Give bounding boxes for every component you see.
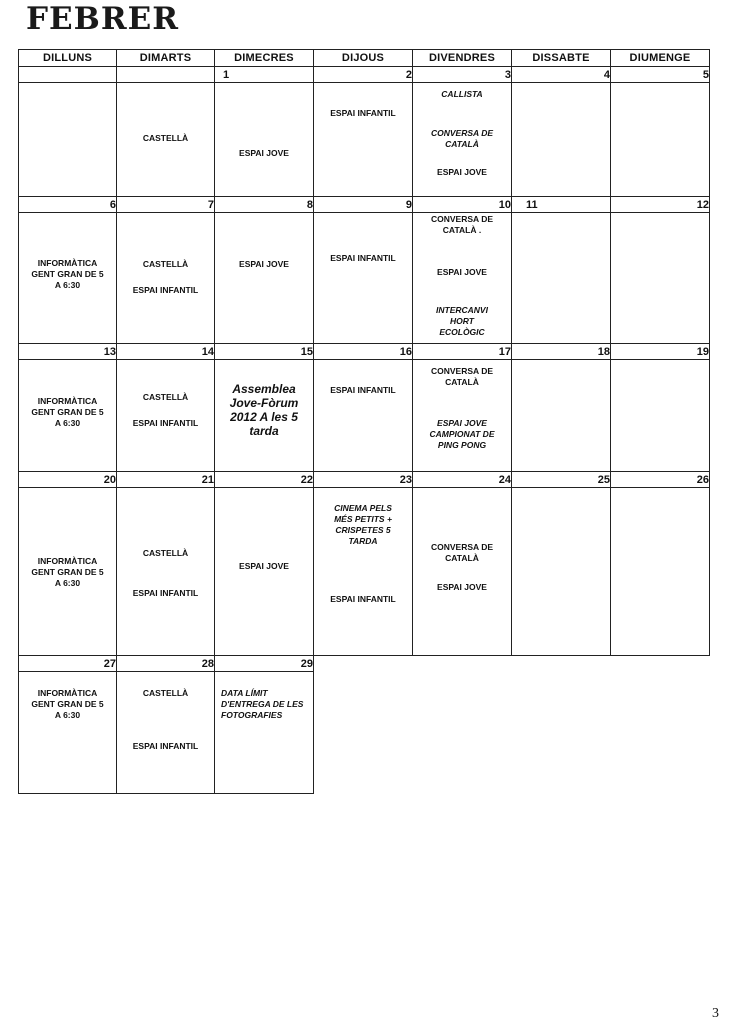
- event-label: ESPAI INFANTIL: [132, 588, 199, 598]
- weekday-header: DIUMENGE: [611, 50, 710, 67]
- event-label: ESPAI JOVE: [239, 259, 289, 269]
- day-cell: [19, 360, 117, 472]
- weekday-header: DIMARTS: [117, 50, 215, 67]
- day-cell: [413, 488, 512, 656]
- day-cell: [117, 83, 215, 197]
- month-title: FEBRER: [26, 1, 179, 37]
- day-number: 4: [512, 67, 611, 83]
- day-number: 24: [413, 472, 512, 488]
- week-3-numbers: [19, 344, 710, 360]
- day-number: 20: [19, 472, 117, 488]
- day-cell: [314, 360, 413, 472]
- weekday-header-row: [19, 50, 710, 67]
- day-number: 22: [215, 472, 314, 488]
- page-number: 3: [712, 1006, 719, 1021]
- day-number: 17: [413, 344, 512, 360]
- day-number: 18: [512, 344, 611, 360]
- day-cell: [117, 213, 215, 344]
- day-number: [19, 67, 117, 83]
- week-4-numbers: [19, 472, 710, 488]
- day-number: 26: [611, 472, 710, 488]
- calendar-table: [18, 49, 710, 794]
- event-label: ESPAI JOVE: [239, 561, 289, 571]
- event-label: ESPAI JOVE: [437, 267, 487, 277]
- day-cell: [215, 672, 314, 794]
- day-cell: [611, 488, 710, 656]
- event-label: INFORMÀTICA GENT GRAN DE 5 A 6:30: [31, 396, 104, 428]
- day-number: 5: [611, 67, 710, 83]
- day-number: 23: [314, 472, 413, 488]
- event-label: ESPAI INFANTIL: [330, 253, 396, 263]
- day-number: 13: [19, 344, 117, 360]
- day-cell: [512, 213, 611, 344]
- day-cell: [215, 213, 314, 344]
- day-number: 12: [611, 197, 710, 213]
- day-number: 28: [117, 656, 215, 672]
- event-label: INFORMÀTICA GENT GRAN DE 5 A 6:30: [31, 556, 104, 588]
- week-3-events: [19, 360, 710, 472]
- weekday-header: DIVENDRES: [413, 50, 512, 67]
- day-cell: [314, 83, 413, 197]
- event-label: ESPAI INFANTIL: [132, 741, 199, 751]
- event-label: CASTELLÀ: [142, 259, 189, 269]
- day-cell: [19, 83, 117, 197]
- day-number: 29: [215, 656, 314, 672]
- event-label: DATA LÍMIT D'ENTREGA DE LES FOTOGRAFIES: [221, 688, 304, 720]
- event-label: ESPAI INFANTIL: [330, 385, 396, 395]
- week-2-events: [19, 213, 710, 344]
- day-number: 6: [19, 197, 117, 213]
- event-label: CONVERSA DE CATALÀ .: [430, 214, 494, 235]
- weekday-header: DISSABTE: [512, 50, 611, 67]
- event-label: ESPAI JOVE: [239, 148, 289, 158]
- day-number: 1: [215, 67, 314, 83]
- day-number: 15: [215, 344, 314, 360]
- event-label: ESPAI JOVE CAMPIONAT DE PING PONG: [429, 418, 495, 450]
- day-cell: [314, 488, 413, 656]
- week-5-numbers: [19, 656, 710, 672]
- event-label: CASTELLÀ: [142, 548, 189, 558]
- event-label: ESPAI INFANTIL: [330, 594, 396, 604]
- day-cell: [215, 360, 314, 472]
- week-4-events: [19, 488, 710, 656]
- day-cell: [512, 83, 611, 197]
- day-cell: [117, 488, 215, 656]
- day-number: 16: [314, 344, 413, 360]
- day-cell: [611, 360, 710, 472]
- day-cell: [117, 360, 215, 472]
- weekday-header: DILLUNS: [19, 50, 117, 67]
- day-number: 3: [413, 67, 512, 83]
- day-number: 7: [117, 197, 215, 213]
- calendar-grid: [18, 49, 710, 794]
- day-number: 19: [611, 344, 710, 360]
- day-cell: [611, 213, 710, 344]
- day-cell: [413, 83, 512, 197]
- day-cell: [117, 672, 215, 794]
- day-number: 9: [314, 197, 413, 213]
- day-number: 14: [117, 344, 215, 360]
- event-label: ESPAI INFANTIL: [132, 418, 199, 428]
- event-label: CINEMA PELS MÉS PETITS + CRISPETES 5 TARDA: [334, 503, 392, 546]
- day-cell: [19, 213, 117, 344]
- day-cell: [512, 360, 611, 472]
- event-label: CALLISTA: [441, 89, 483, 99]
- event-label: ESPAI JOVE: [437, 582, 487, 592]
- day-cell: [512, 488, 611, 656]
- day-number: 25: [512, 472, 611, 488]
- day-cell: [314, 213, 413, 344]
- week-2-numbers: [19, 197, 710, 213]
- event-label: ESPAI INFANTIL: [330, 108, 396, 118]
- day-number: [117, 67, 215, 83]
- day-number: 11: [512, 197, 611, 213]
- event-label: Assemblea Jove-Fòrum 2012 A les 5 tarda: [229, 382, 299, 438]
- event-label: ESPAI INFANTIL: [132, 285, 199, 295]
- day-cell: [215, 488, 314, 656]
- event-label: INTERCANVI HORT ECOLÒGIC: [436, 305, 488, 337]
- day-number: 8: [215, 197, 314, 213]
- week-1-events: [19, 83, 710, 197]
- event-label: CASTELLÀ: [142, 688, 189, 698]
- day-cell: [611, 83, 710, 197]
- event-label: INFORMÀTICA GENT GRAN DE 5 A 6:30: [31, 258, 104, 290]
- day-number: 10: [413, 197, 512, 213]
- event-label: CONVERSA DE CATALÀ: [430, 128, 494, 149]
- day-cell: [215, 83, 314, 197]
- event-label: INFORMÀTICA GENT GRAN DE 5 A 6:30: [31, 688, 104, 720]
- day-cell: [19, 488, 117, 656]
- day-cell: [413, 213, 512, 344]
- weekday-header: DIMECRES: [215, 50, 314, 67]
- event-label: ESPAI JOVE: [437, 167, 487, 177]
- day-cell: [19, 672, 117, 794]
- week-1-numbers: [19, 67, 710, 83]
- day-number: 21: [117, 472, 215, 488]
- week-5-events: [19, 672, 710, 794]
- event-label: CONVERSA DE CATALÀ: [430, 542, 494, 563]
- event-label: CASTELLÀ: [142, 392, 189, 402]
- event-label: CASTELLÀ: [142, 133, 189, 143]
- day-number: 2: [314, 67, 413, 83]
- day-cell: [413, 360, 512, 472]
- day-number: 27: [19, 656, 117, 672]
- event-label: CONVERSA DE CATALÀ: [430, 366, 494, 387]
- weekday-header: DIJOUS: [314, 50, 413, 67]
